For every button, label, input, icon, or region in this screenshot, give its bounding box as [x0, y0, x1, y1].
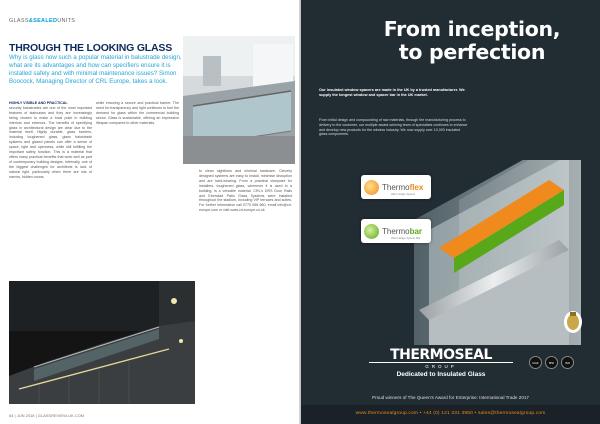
- contact-strip[interactable]: www.thermosealgroup.com • +44 (0) 121 331 3950 • sales@thermosealgroup.com: [301, 405, 600, 424]
- accreditation-badge: GGF: [529, 356, 542, 369]
- logo-subtitle: GROUP: [425, 364, 457, 369]
- product-tagline: Warm Edge Spacer Bar: [391, 236, 421, 240]
- ad-headline-line-1: From inception,: [383, 17, 561, 41]
- award-line: Proud winners of The Queen's Award for Enterprise: International Trade 2017: [372, 395, 529, 400]
- ad-headline-line-2: to perfection: [398, 39, 546, 64]
- accreditation-badge: BSI: [545, 356, 558, 369]
- logo-wordmark: THERMOSEAL: [369, 348, 513, 363]
- drop-lead: HIGHLY VISIBLE AND PRACTICAL: [9, 101, 68, 105]
- queens-award-emblem-icon: [562, 309, 584, 337]
- product-name: Thermoflex: [382, 182, 424, 192]
- product-tagline: Warm Edge Spacer: [391, 192, 416, 196]
- body-column-3: [199, 169, 292, 401]
- ad-headline: [357, 18, 587, 63]
- interior-balustrade-photo: [183, 36, 295, 164]
- advert-page: [301, 0, 600, 424]
- flame-icon: [364, 180, 379, 195]
- thermoflex-product-badge: [361, 175, 431, 199]
- logo-strapline: Dedicated to Insulated Glass: [396, 371, 486, 378]
- thermoseal-logo: [369, 348, 513, 378]
- accreditation-badges: [529, 356, 574, 369]
- leaf-icon: [364, 224, 379, 239]
- exterior-staircase-photo: [9, 281, 195, 404]
- thermobar-product-badge: [361, 219, 431, 243]
- body-column-2: [96, 101, 179, 159]
- spacer-bar-illustration: [319, 160, 581, 345]
- body-column-1: [9, 101, 92, 273]
- article-headline: THROUGH THE LOOKING GLASS: [9, 42, 173, 54]
- product-name: Thermobar: [382, 226, 423, 236]
- article-standfirst: Why is glass now such a popular material in balustrade design, what are its advantages and how can specifiers ensure it is installed safely and with minimal maintenance issues? Simon Boocock, Managing Director of CRL Europe, takes a look.: [9, 54, 182, 85]
- body-text: while ensuring a secure and practical barrier. The need for transparency and light continues to fuel the demand for glass within the commercial building sector. Glass is sustainable, offering an impressive lifespan compared to other materials.: [96, 101, 179, 125]
- body-text: security balustrades are one of the most important features of staircases and they are increasingly being chosen to make a focal point in building interiors and exteriors. The benefits of specifying glass in architectural design are clear due to the material itself. Highly durable, glass barriers, including toughened glass, glass balustrade systems and glazed panels can offer a sense of space, light and openness, while still fulfilling the important safety function. This is a material that offers many practical benefits that work well as part of contemporary building designs. Internally, one of the biggest challenges for architects is lack of natural light, particularly when there are lots of narrow, hidden rooms.: [9, 105, 92, 179]
- page-footer: 64 | JUN 2018 | GLASSREVIEW-UK.COM: [9, 413, 85, 418]
- ad-body: From initial design and compounding of raw materials, through the manufacturing process to delivery to the customer, our multiple award-winning team of specialists continues to enhance and develop new products for the window industry. We now supply over 10,000 insulated glass components.: [319, 118, 468, 137]
- body-text: to clean sightlines and minimal hardware. Cleverly designed systems are easy to install, minimise disruption and are hard-wearing. From a practical viewpoint for installers, toughened glass, whenever it is used in a building, is a versatile material. CRL's DRS Door Rails and Ebenclad Patio Glass Systems were installed throughout the stadium, including VIP terraces and suites. For further information call 0770 068 660, email info@crl-europe.com or visit www.crl-europe.co.uk: [199, 169, 292, 213]
- section-tag: GLASS&SEALEDUNITS: [9, 18, 76, 24]
- accreditation-badge: ISO: [561, 356, 574, 369]
- ad-intro: Our insulated window spacers are made in the UK by a trusted manufacturer. We supply the longest window and spacer bar in the UK market.: [319, 88, 465, 97]
